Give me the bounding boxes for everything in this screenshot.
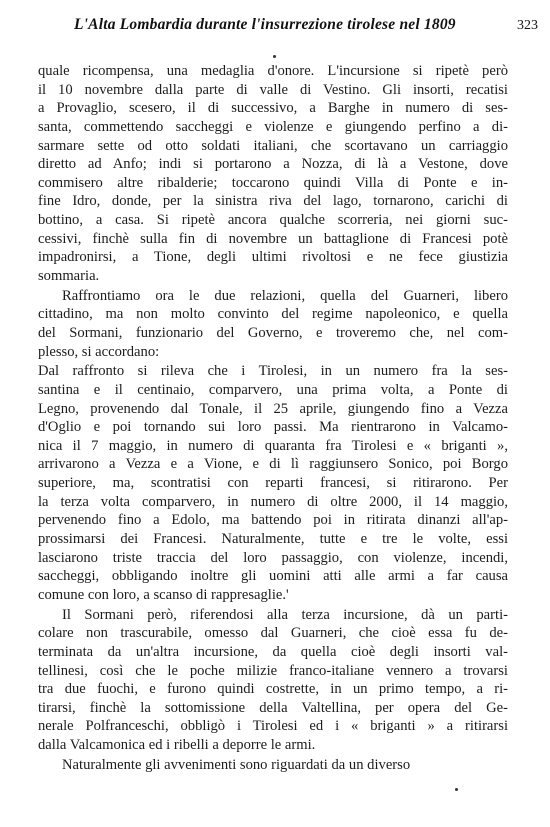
text-line: pervenendo fino a Edolo, ma battendo poi in ritirata dinanzi all'ap- [38,512,508,529]
text-line: fine Idro, donde, per la sinistra riva del lago, tornarono, carichi di [38,193,508,210]
text-line: nica il 7 maggio, in numero di quaranta fra Tirolesi e « briganti », [38,437,508,454]
page-number: 323 [517,18,538,33]
paragraph-start-line: Il Sormani però, riferendosi alla terza incursione, dà un parti- [62,606,508,623]
body-text [38,62,508,774]
text-line: nerale Polfranceschi, obbligò i Tirolesi ed i « briganti » a ritirarsi [38,718,508,735]
text-line: plesso, si accordano: [38,343,160,360]
text-line: bottino, a casa. Si ripetè ancora qualche scorreria, nei giorni suc- [38,212,508,229]
running-title: L'Alta Lombardia durante l'insurrezione tirolese nel 1809 [74,16,456,33]
text-line: terminata da un'altra incursione, da quella cioè degli insorti val- [38,643,508,660]
text-line: del Sormani, funzionario del Governo, e troveremo che, nel com- [38,324,508,341]
text-line: d'Oglio e poi tornando sui loro passi. Ma rientrarono in Valcamo- [38,419,508,436]
text-line: arrivarono a Vezza e a Vione, e di lì raggiunsero Sonico, poi Borgo [38,456,508,473]
text-line: tra due fuochi, e furono quindi costrette, in un primo tempo, a ri- [38,681,508,698]
text-line: impadronirsi, a Tione, degli ultimi rivoltosi e ne fece giustizia [38,249,508,266]
text-line: cittadino, ma non molto convinto del regime napoleonico, e quella [38,306,508,323]
text-line: comune con loro, a scanso di rappresaglie.' [38,586,289,603]
paragraph-start-line: Raffrontiamo ora le due relazioni, quella del Guarneri, libero [62,287,508,304]
text-line: sarmare sette od otto soldati italiani, che scortavano un carriaggio [38,137,508,154]
text-line: la terza volta comparvero, in numero di oltre 2000, il 14 maggio, [38,493,508,510]
text-line: santa, commettendo saccheggi e violenze e giungendo perfino a di- [38,118,508,135]
text-line: santina e il centinaio, comparvero, una prima volta, a Ponte di [38,381,508,398]
ink-speck [455,788,458,791]
paragraph-start-line: Naturalmente gli avvenimenti sono riguardati da un diverso [62,756,411,773]
text-line: superiore, ma, scontratisi con reparti francesi, si ritirarono. Per [38,475,508,492]
text-line: cessivi, finchè sulla fin di novembre un battaglione di Francesi potè [38,230,508,247]
text-line: lasciarono triste traccia del loro passaggio, con violenze, incendi, [38,549,508,566]
text-line: a Provaglio, scesero, il di successivo, a Barghe in numero di ses- [38,100,508,117]
ink-speck [273,55,276,58]
text-line: saccheggi, obbligando inoltre gli uomini atti alle armi a far causa [38,568,508,585]
text-line: dalla Valcamonica ed i ribelli a deporre le armi. [38,737,316,754]
text-line: il 10 novembre dalla parte di valle di Vestino. Gli insorti, recatisi [38,81,508,98]
text-line: sommaria. [38,268,100,285]
text-line: commisero altre ribalderie; toccarono quindi Villa di Ponte e in- [38,174,508,191]
text-line: tirarsi, finchè la sottomissione della Valtellina, per opera del Ge- [38,699,508,716]
text-line: quale ricompensa, una medaglia d'onore. L'incursione si ripetè però [38,63,508,79]
text-line: diretto ad Anfo; indi si portarono a Nozza, di là a Vestone, dove [38,156,508,173]
text-line: prossimarsi dei Francesi. Naturalmente, tutte e tre le volte, essi [38,531,508,548]
page-header [74,6,538,36]
text-line: tellinesi, così che le poche milizie franco-italiane vennero a trovarsi [38,662,508,679]
paragraph-start-line: Dal raffronto si rileva che i Tirolesi, in un numero fra la ses- [38,363,508,380]
text-line: Legno, provenendo dal Tonale, il 25 aprile, giungendo fino a Vezza [38,400,508,417]
text-line: colare non trascurabile, omesso dal Guarneri, che cioè essa fu de- [38,625,508,642]
